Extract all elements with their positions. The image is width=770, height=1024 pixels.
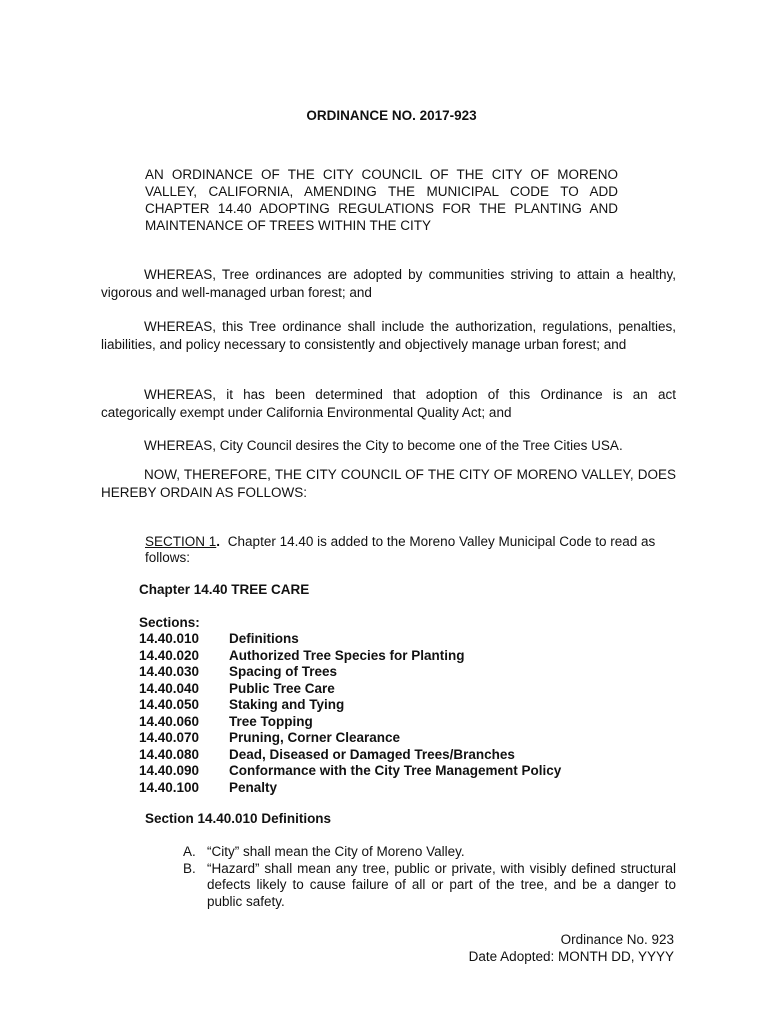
section-number: 14.40.010	[139, 631, 200, 646]
section-1-heading: SECTION 1	[145, 534, 217, 549]
section-title: Dead, Diseased or Damaged Trees/Branches	[229, 746, 515, 762]
section-title: Conformance with the City Tree Management Policy	[229, 763, 562, 778]
section-number: 14.40.040	[139, 680, 200, 696]
section-title: Spacing of Trees	[229, 664, 338, 679]
definitions-list	[183, 844, 676, 910]
section-1-text: Chapter 14.40 is added to the Moreno Valley Municipal Code to read as follows:	[145, 534, 656, 565]
list-item	[139, 648, 561, 665]
ordinance-intro: AN ORDINANCE OF THE CITY COUNCIL OF THE CITY OF MORENO VALLEY, CALIFORNIA, AMENDING THE MUNICIPAL CODE TO ADD CHAPTER 14.40 ADOPTING REGULATIONS FOR THE PLANTING AND MAINTENANCE OF TREES WITHIN THE CITY	[145, 167, 618, 233]
section-number: 14.40.030	[139, 664, 200, 679]
section-title: Penalty	[229, 779, 278, 795]
list-item	[139, 780, 561, 797]
list-item	[139, 714, 561, 731]
section-title: Authorized Tree Species for Planting	[229, 647, 465, 663]
definition-text: “Hazard” shall mean any tree, public or private, with visibly defined structural defects likely to cause failure of all or part of the tree, and be a danger to public safety.	[207, 860, 676, 909]
section-title: Staking and Tying	[229, 697, 345, 712]
ordinance-title: ORDINANCE NO. 2017-923	[306, 108, 477, 123]
section-title: Definitions	[229, 631, 299, 646]
whereas-paragraph-4: WHEREAS, City Council desires the City to become one of the Tree Cities USA.	[144, 438, 623, 453]
section-title: Public Tree Care	[229, 680, 335, 696]
list-item	[183, 861, 676, 911]
definitions-heading: Section 14.40.010 Definitions	[145, 811, 332, 826]
section-number: 14.40.020	[139, 647, 200, 663]
section-number: 14.40.060	[139, 713, 200, 729]
section-title: Pruning, Corner Clearance	[229, 730, 401, 745]
list-item	[139, 631, 561, 648]
section-number: 14.40.090	[139, 763, 200, 778]
section-number: 14.40.070	[139, 730, 200, 745]
section-number: 14.40.050	[139, 697, 200, 712]
section-number: 14.40.080	[139, 746, 200, 762]
whereas-paragraph-1: WHEREAS, Tree ordinances are adopted by communities striving to attain a healthy, vigorous and well-managed urban forest; and	[101, 267, 676, 300]
sections-list	[139, 631, 561, 796]
whereas-paragraph-2: WHEREAS, this Tree ordinance shall include the authorization, regulations, penalties, liabilities, and policy necessary to consistently and objectively manage urban forest; and	[101, 319, 676, 352]
list-item	[139, 681, 561, 698]
page-footer	[469, 931, 674, 965]
section-1-dot: .	[216, 534, 221, 549]
whereas-paragraph-3: WHEREAS, it has been determined that adoption of this Ordinance is an act categorically exempt under California Environmental Quality Act; and	[101, 387, 676, 420]
section-1-paragraph	[145, 534, 676, 566]
list-item	[183, 844, 676, 861]
list-item	[139, 664, 561, 681]
definition-text: “City” shall mean the City of Moreno Valley.	[207, 844, 465, 859]
now-therefore-paragraph: NOW, THEREFORE, THE CITY COUNCIL OF THE CITY OF MORENO VALLEY, DOES HEREBY ORDAIN AS FOLLOWS:	[101, 467, 676, 500]
chapter-title: Chapter 14.40 TREE CARE	[139, 582, 310, 597]
footer-ordinance-number: Ordinance No. 923	[560, 932, 674, 947]
sections-label: Sections:	[139, 615, 200, 630]
list-item	[139, 763, 561, 780]
list-item	[139, 747, 561, 764]
list-item	[139, 730, 561, 747]
section-number: 14.40.100	[139, 779, 200, 795]
definition-letter: A.	[183, 844, 196, 859]
list-item	[139, 697, 561, 714]
footer-date-adopted: Date Adopted: MONTH DD, YYYY	[468, 949, 674, 964]
section-title: Tree Topping	[229, 713, 313, 729]
definition-letter: B.	[183, 860, 196, 876]
